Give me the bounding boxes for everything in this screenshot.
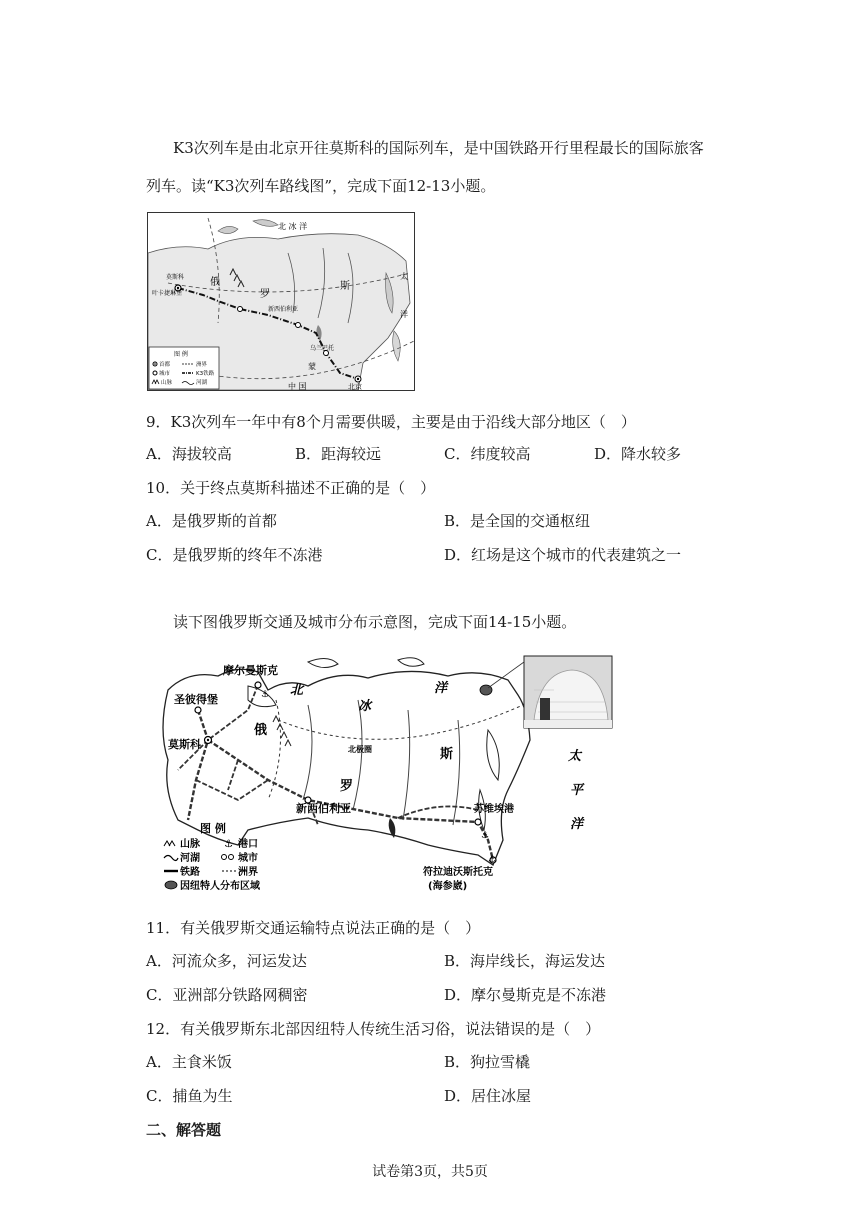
intro2-line1: 读下图俄罗斯交通及城市分布示意图，完成下面14-15小题。 [173, 613, 577, 631]
k3-route-map [147, 212, 415, 391]
q10-option-d[interactable]: D．红场是这个城市的代表建筑之一 [444, 546, 682, 564]
map1-legend-border: 洲界 [196, 362, 208, 368]
map2-moscow-label: 莫斯科 [168, 738, 201, 751]
q11-option-b[interactable]: B．海岸线长，海运发达 [444, 952, 606, 970]
q12-option-d[interactable]: D．居住冰屋 [444, 1087, 532, 1105]
map2-bing-label: 冰 [358, 699, 372, 714]
map2-luo-label: 罗 [340, 779, 354, 794]
map1-russia-label-1: 俄 [210, 277, 220, 288]
q11-option-a[interactable]: A．河流众多，河运发达 [146, 952, 307, 970]
section2-heading: 二、解答题 [146, 1121, 222, 1139]
map2-legend-rail: 铁路 [180, 867, 200, 878]
map1-legend-city: 城市 [159, 371, 171, 377]
russia-transport-map-svg [158, 650, 614, 893]
map2-ping-label: 平 [570, 783, 584, 798]
map2-legend-mountain: 山脉 [180, 839, 200, 850]
q10-stem: 10．关于终点莫斯科描述不正确的是（ ） [146, 479, 436, 497]
map1-china-label: 中 国 [288, 382, 307, 390]
q9-stem: 9．K3次列车一年中有8个月需要供暖，主要是由于沿线大部分地区（ ） [146, 413, 636, 431]
q12-option-c[interactable]: C．捕鱼为生 [146, 1087, 233, 1105]
q9-option-c[interactable]: C．纬度较高 [444, 445, 531, 463]
map1-arctic-label: 北 冰 洋 [278, 222, 308, 231]
q9-option-b[interactable]: B．距海较远 [295, 445, 382, 463]
q12-option-a[interactable]: A．主食米饭 [146, 1053, 232, 1071]
map1-legend-mountain: 山脉 [161, 380, 173, 386]
map2-legend-title: 图 例 [200, 822, 226, 835]
q11-option-d[interactable]: D．摩尔曼斯克是不冻港 [444, 986, 607, 1004]
q11-option-c[interactable]: C．亚洲部分铁路网稠密 [146, 986, 308, 1004]
map2-e-label: 俄 [254, 723, 268, 738]
map1-novosibirsk-label: 新西伯利亚 [268, 306, 299, 313]
map2-stpetersburg-label: 圣彼得堡 [174, 693, 218, 706]
svg-text:⚓: ⚓ [224, 839, 233, 850]
map2-yang2-label: 洋 [570, 817, 584, 832]
map2-murmansk-label: 摩尔曼斯克 [223, 664, 278, 677]
map1-russia-label-3: 斯 [340, 281, 350, 292]
map2-vladivostok-label: 符拉迪沃斯托克 [423, 867, 493, 878]
page-footer: 试卷第3页，共5页 [372, 1164, 488, 1180]
map1-moscow-label: 莫斯科 [166, 274, 185, 281]
map2-tai-label: 太 [568, 749, 582, 764]
russia-transport-map [158, 650, 614, 893]
map2-haishenwai-label: (海参崴) [428, 881, 468, 892]
q10-option-a[interactable]: A．是俄罗斯的首都 [146, 512, 277, 530]
map1-legend-title: 图 例 [174, 351, 188, 358]
k3-route-map-svg [148, 213, 414, 390]
map2-yang-label: 洋 [434, 681, 448, 696]
q9-option-d[interactable]: D．降水较多 [594, 445, 682, 463]
map1-pacific-label-1: 太 [400, 272, 408, 281]
map1-mongolia-label: 蒙 [308, 362, 316, 371]
map2-legend-border: 洲界 [238, 867, 258, 878]
svg-text:⚓: ⚓ [481, 831, 490, 841]
map2-bei-label: 北 [290, 683, 304, 698]
map1-legend-river: 河湖 [196, 380, 208, 386]
map2-si-label: 斯 [440, 747, 454, 762]
map2-legend-inuit: 因纽特人分布区域 [180, 881, 260, 892]
map1-ulaanbaatar-label: 乌兰巴托 [310, 345, 335, 352]
map2-novosibirsk-label: 新西伯利亚 [296, 802, 351, 815]
q11-stem: 11．有关俄罗斯交通运输特点说法正确的是（ ） [146, 919, 481, 937]
map1-legend-capital: 首都 [159, 362, 171, 368]
q12-option-b[interactable]: B．狗拉雪橇 [444, 1053, 531, 1071]
q12-stem: 12．有关俄罗斯东北部因纽特人传统生活习俗，说法错误的是（ ） [146, 1020, 601, 1038]
svg-text:⚓: ⚓ [261, 690, 270, 700]
map1-legend-k3: K3铁路 [196, 371, 215, 377]
svg-text:⚓: ⚓ [488, 855, 497, 865]
q10-option-c[interactable]: C．是俄罗斯的终年不冻港 [146, 546, 323, 564]
map1-ekaterinburg-label: 叶卡捷琳堡 [152, 290, 183, 297]
map2-arctic-circle-label: 北极圈 [348, 745, 372, 754]
map1-pacific-label-2: 洋 [400, 310, 408, 319]
map2-legend-river: 河湖 [180, 853, 200, 864]
map1-russia-label-2: 罗 [260, 289, 270, 300]
intro1-line1: K3次列车是由北京开往莫斯科的国际列车，是中国铁路开行里程最长的国际旅客 [173, 139, 704, 157]
intro1-line2: 列车。读“K3次列车路线图”，完成下面12-13小题。 [146, 177, 496, 195]
map1-beijing-label: 北京 [348, 383, 362, 390]
map2-sovetskaya-label: 苏维埃港 [474, 804, 514, 815]
map2-legend-port: 港口 [238, 839, 258, 850]
map2-legend-city: 城市 [238, 853, 258, 864]
q10-option-b[interactable]: B．是全国的交通枢纽 [444, 512, 591, 530]
q9-option-a[interactable]: A．海拔较高 [146, 445, 232, 463]
